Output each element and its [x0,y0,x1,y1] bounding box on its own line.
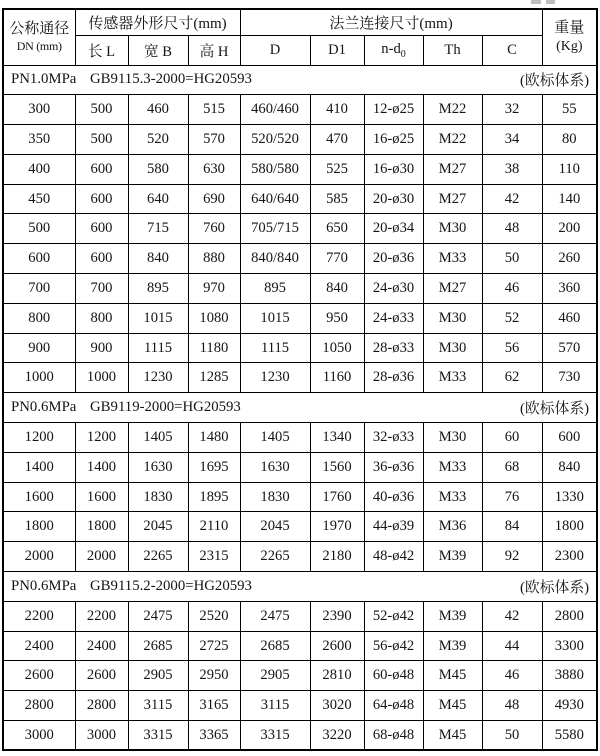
column-header-dn [3,9,75,65]
cell-d1: 1050 [310,333,364,363]
cell-dn: 2600 [3,661,75,691]
cell-d: 2685 [240,631,310,661]
cell-c: 42 [482,184,542,214]
column-header-d1: D1 [310,35,364,65]
column-header-c: C [482,35,542,65]
cell-d1: 840 [310,274,364,304]
cell-c: 34 [482,125,542,155]
cell-length-l: 2400 [75,631,128,661]
cell-dn: 1200 [3,423,75,453]
section-standard-system: (欧标体系) [520,579,590,596]
column-header-n-d0 [364,35,423,65]
cell-d: 1405 [240,423,310,453]
cell-c: 56 [482,333,542,363]
cell-d: 2045 [240,512,310,542]
cell-d: 640/640 [240,184,310,214]
cropped-text-artifact [531,0,541,4]
cell-th: M27 [423,184,482,214]
cell-weight: 110 [542,154,597,184]
cell-d1: 1760 [310,482,364,512]
cell-weight: 600 [542,423,597,453]
cell-c: 76 [482,482,542,512]
cell-height-h: 2520 [188,601,240,631]
cell-weight: 80 [542,125,597,155]
cell-n-d0: 64-ø48 [364,691,423,721]
cell-length-l: 600 [75,214,128,244]
cell-d: 1630 [240,452,310,482]
cell-width-b: 1830 [128,482,188,512]
cell-width-b: 1230 [128,363,188,393]
column-header-height-h: 高 H [188,35,240,65]
cell-n-d0: 40-ø36 [364,482,423,512]
table-row [3,333,597,363]
cell-th: M45 [423,691,482,721]
section-standard-system: (欧标体系) [520,73,590,90]
cell-th: M33 [423,363,482,393]
cell-weight: 1330 [542,482,597,512]
cell-n-d0: 68-ø48 [364,721,423,751]
cell-d1: 650 [310,214,364,244]
column-header-width-b: 宽 B [128,35,188,65]
weight-subtitle: (Kg) [556,38,583,54]
cell-d: 1830 [240,482,310,512]
cell-th: M45 [423,721,482,751]
cell-n-d0: 24-ø30 [364,274,423,304]
cell-length-l: 500 [75,125,128,155]
cell-length-l: 1200 [75,423,128,453]
cell-height-h: 2950 [188,661,240,691]
cell-n-d0: 28-ø36 [364,363,423,393]
cell-dn: 600 [3,244,75,274]
section-header-cell [3,393,597,423]
cell-weight: 460 [542,303,597,333]
cell-length-l: 600 [75,154,128,184]
cell-n-d0: 60-ø48 [364,661,423,691]
section-standard-code: GB9115.3-2000=HG20593 [90,71,252,88]
section-standard-code: GB9119-2000=HG20593 [90,399,241,416]
cell-th: M27 [423,274,482,304]
cell-n-d0: 12-ø25 [364,95,423,125]
cell-length-l: 600 [75,184,128,214]
cell-dn: 700 [3,274,75,304]
cell-weight: 5580 [542,721,597,751]
cell-weight: 55 [542,95,597,125]
cell-weight: 140 [542,184,597,214]
cell-dn: 350 [3,125,75,155]
cell-weight: 4930 [542,691,597,721]
cell-weight: 840 [542,452,597,482]
cell-length-l: 2600 [75,661,128,691]
cell-c: 62 [482,363,542,393]
section-header-row [3,65,597,95]
cell-length-l: 500 [75,95,128,125]
cell-dn: 450 [3,184,75,214]
table-row [3,95,597,125]
cell-c: 92 [482,542,542,572]
cell-height-h: 1895 [188,482,240,512]
cell-d1: 2180 [310,542,364,572]
cell-d: 580/580 [240,154,310,184]
cell-weight: 260 [542,244,597,274]
cell-weight: 3880 [542,661,597,691]
cell-n-d0: 16-ø30 [364,154,423,184]
cell-length-l: 1000 [75,363,128,393]
cell-height-h: 630 [188,154,240,184]
header-row-subcolumns [3,35,597,65]
cell-height-h: 2315 [188,542,240,572]
cell-width-b: 580 [128,154,188,184]
cell-d: 3115 [240,691,310,721]
table-row [3,214,597,244]
cell-length-l: 2200 [75,601,128,631]
cell-length-l: 700 [75,274,128,304]
section-header-row [3,572,597,602]
cell-dn: 1800 [3,512,75,542]
cell-th: M30 [423,303,482,333]
column-group-sensor-dimensions: 传感器外形尺寸(mm) [75,9,240,35]
cell-d: 1115 [240,333,310,363]
cell-d1: 470 [310,125,364,155]
cell-height-h: 1480 [188,423,240,453]
table-row [3,661,597,691]
section-header-row [3,393,597,423]
cell-d: 460/460 [240,95,310,125]
cell-th: M39 [423,542,482,572]
cell-height-h: 880 [188,244,240,274]
cell-n-d0: 52-ø42 [364,601,423,631]
cell-c: 60 [482,423,542,453]
cell-length-l: 600 [75,244,128,274]
cell-d1: 2390 [310,601,364,631]
cell-width-b: 640 [128,184,188,214]
cell-width-b: 1630 [128,452,188,482]
cell-d1: 2600 [310,631,364,661]
section-pressure-rating: PN0.6MPa [11,577,77,594]
cell-d1: 3220 [310,721,364,751]
cell-d1: 770 [310,244,364,274]
cell-th: M33 [423,244,482,274]
cell-width-b: 2045 [128,512,188,542]
cell-height-h: 1285 [188,363,240,393]
cell-width-b: 1405 [128,423,188,453]
cell-length-l: 2000 [75,542,128,572]
cell-n-d0: 20-ø36 [364,244,423,274]
cell-c: 38 [482,154,542,184]
cell-d1: 525 [310,154,364,184]
cell-th: M33 [423,482,482,512]
cell-weight: 360 [542,274,597,304]
cell-c: 44 [482,631,542,661]
table-row [3,125,597,155]
cell-dn: 2000 [3,542,75,572]
cell-height-h: 690 [188,184,240,214]
cell-d1: 950 [310,303,364,333]
cell-d: 520/520 [240,125,310,155]
cell-d: 705/715 [240,214,310,244]
cell-d1: 1970 [310,512,364,542]
cell-height-h: 2110 [188,512,240,542]
table-row [3,721,597,751]
cell-d: 3315 [240,721,310,751]
cell-c: 42 [482,601,542,631]
dn-title: 公称通径 [9,21,70,38]
cell-th: M22 [423,95,482,125]
table-row [3,542,597,572]
cell-height-h: 760 [188,214,240,244]
cell-th: M30 [423,333,482,363]
section-pressure-rating: PN1.0MPa [11,71,77,88]
cell-weight: 2300 [542,542,597,572]
section-standard-system: (欧标体系) [520,401,590,418]
cell-height-h: 970 [188,274,240,304]
cell-d1: 585 [310,184,364,214]
cell-width-b: 840 [128,244,188,274]
cell-n-d0: 56-ø42 [364,631,423,661]
cell-width-b: 2685 [128,631,188,661]
cell-d1: 1160 [310,363,364,393]
section-standard-code: GB9115.2-2000=HG20593 [90,577,252,594]
cell-d: 840/840 [240,244,310,274]
cell-width-b: 3115 [128,691,188,721]
cell-dn: 1000 [3,363,75,393]
table-row [3,244,597,274]
table-row [3,482,597,512]
table-row [3,601,597,631]
section-pressure-rating: PN0.6MPa [11,399,77,416]
cell-d: 1015 [240,303,310,333]
section-header-cell [3,65,597,95]
cell-th: M27 [423,154,482,184]
nd0-base: n-d [381,40,401,57]
column-header-d: D [240,35,310,65]
cell-d: 2265 [240,542,310,572]
cell-th: M39 [423,631,482,661]
cell-height-h: 1695 [188,452,240,482]
cell-dn: 2800 [3,691,75,721]
cell-d: 2905 [240,661,310,691]
cell-d1: 2810 [310,661,364,691]
cell-width-b: 2265 [128,542,188,572]
cell-c: 68 [482,452,542,482]
cell-th: M22 [423,125,482,155]
table-row [3,631,597,661]
section-header-cell [3,572,597,602]
cell-th: M39 [423,601,482,631]
cell-dn: 1600 [3,482,75,512]
table-row [3,303,597,333]
cell-length-l: 1600 [75,482,128,512]
cell-dn: 400 [3,154,75,184]
cell-c: 84 [482,512,542,542]
cell-height-h: 3365 [188,721,240,751]
table-row [3,154,597,184]
table-row [3,423,597,453]
table-body [3,65,597,750]
weight-title: 重量 [554,20,585,37]
cell-dn: 2200 [3,601,75,631]
cell-th: M33 [423,452,482,482]
cell-height-h: 570 [188,125,240,155]
cell-height-h: 3165 [188,691,240,721]
cell-th: M36 [423,512,482,542]
cell-width-b: 715 [128,214,188,244]
cell-n-d0: 20-ø34 [364,214,423,244]
table-row [3,452,597,482]
cell-n-d0: 48-ø42 [364,542,423,572]
cell-th: M30 [423,214,482,244]
cell-n-d0: 32-ø33 [364,423,423,453]
cell-height-h: 2725 [188,631,240,661]
cell-length-l: 3000 [75,721,128,751]
cell-n-d0: 36-ø36 [364,452,423,482]
cell-weight: 570 [542,333,597,363]
cell-width-b: 1115 [128,333,188,363]
cell-d1: 3020 [310,691,364,721]
cell-width-b: 2905 [128,661,188,691]
cell-length-l: 2800 [75,691,128,721]
dn-subtitle: DN (mm) [16,39,62,54]
cell-th: M45 [423,661,482,691]
cell-weight: 3300 [542,631,597,661]
column-header-length-l: 长 L [75,35,128,65]
table-row [3,274,597,304]
cell-c: 48 [482,214,542,244]
dimension-spec-table [2,8,598,751]
cell-height-h: 515 [188,95,240,125]
cell-d: 2475 [240,601,310,631]
cell-c: 50 [482,721,542,751]
cell-weight: 2800 [542,601,597,631]
cell-d: 895 [240,274,310,304]
cell-width-b: 1015 [128,303,188,333]
table-row [3,512,597,542]
cell-n-d0: 24-ø33 [364,303,423,333]
cell-n-d0: 28-ø33 [364,333,423,363]
cell-length-l: 1400 [75,452,128,482]
cell-dn: 2400 [3,631,75,661]
cell-n-d0: 20-ø30 [364,184,423,214]
cell-c: 46 [482,661,542,691]
cell-d: 1230 [240,363,310,393]
table-row [3,691,597,721]
cell-dn: 500 [3,214,75,244]
column-header-th: Th [423,35,482,65]
cell-width-b: 520 [128,125,188,155]
cell-dn: 900 [3,333,75,363]
table-row [3,184,597,214]
column-header-weight [542,9,597,65]
cell-height-h: 1080 [188,303,240,333]
cell-n-d0: 16-ø25 [364,125,423,155]
cell-th: M30 [423,423,482,453]
cell-width-b: 895 [128,274,188,304]
cell-length-l: 1800 [75,512,128,542]
cell-c: 52 [482,303,542,333]
nd0-subscript: 0 [400,48,406,60]
cell-height-h: 1180 [188,333,240,363]
cell-weight: 200 [542,214,597,244]
cell-dn: 300 [3,95,75,125]
cell-dn: 3000 [3,721,75,751]
cell-width-b: 460 [128,95,188,125]
cell-dn: 1400 [3,452,75,482]
cell-c: 46 [482,274,542,304]
table-row [3,363,597,393]
cell-weight: 730 [542,363,597,393]
cell-c: 50 [482,244,542,274]
cell-d1: 1560 [310,452,364,482]
cell-width-b: 3315 [128,721,188,751]
cell-d1: 1340 [310,423,364,453]
cell-width-b: 2475 [128,601,188,631]
cell-d1: 410 [310,95,364,125]
cell-c: 48 [482,691,542,721]
cell-n-d0: 44-ø39 [364,512,423,542]
cell-length-l: 800 [75,303,128,333]
cell-length-l: 900 [75,333,128,363]
column-group-flange-dimensions: 法兰连接尺寸(mm) [240,9,542,35]
cell-dn: 800 [3,303,75,333]
header-row-groups [3,9,597,35]
cell-weight: 1800 [542,512,597,542]
cell-c: 32 [482,95,542,125]
